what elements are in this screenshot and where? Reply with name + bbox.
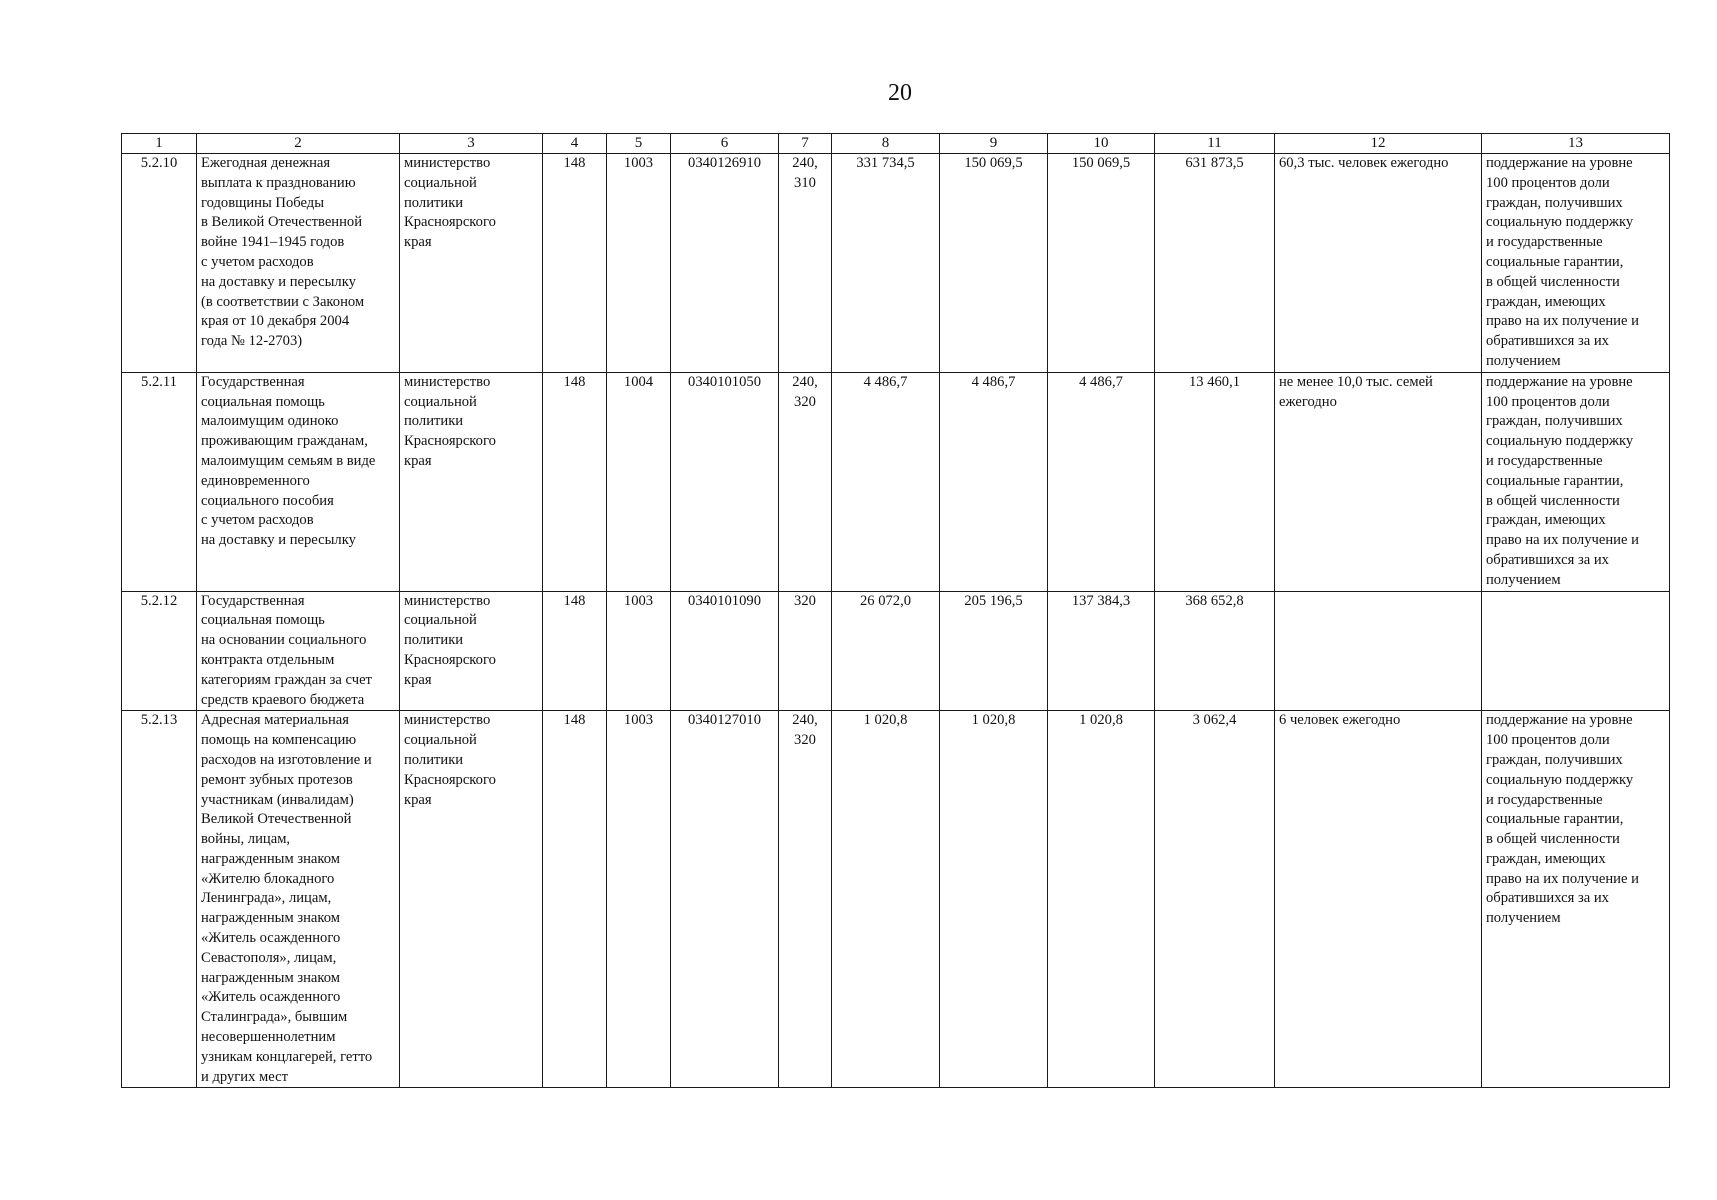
csr-code: 0340101090 (671, 591, 779, 711)
executor: министерство социальной политики Красноярского края (400, 711, 543, 1088)
csr-code: 0340127010 (671, 711, 779, 1088)
expense-total: 631 873,5 (1155, 154, 1275, 373)
grbs-code: 148 (543, 591, 607, 711)
page-number: 20 (888, 80, 912, 106)
header-col-11: 11 (1155, 134, 1275, 154)
row-number: 5.2.13 (122, 711, 197, 1088)
grbs-code: 148 (543, 711, 607, 1088)
header-col-6: 6 (671, 134, 779, 154)
grbs-code: 148 (543, 154, 607, 373)
expense-year-3: 1 020,8 (1048, 711, 1155, 1088)
expense-year-2: 1 020,8 (940, 711, 1048, 1088)
expense-year-1: 26 072,0 (832, 591, 940, 711)
expected-result: 60,3 тыс. человек ежегодно (1275, 154, 1482, 373)
expected-result: 6 человек ежегодно (1275, 711, 1482, 1088)
header-col-13: 13 (1482, 134, 1670, 154)
executor: министерство социальной политики Красноярского края (400, 591, 543, 711)
header-col-10: 10 (1048, 134, 1155, 154)
header-col-4: 4 (543, 134, 607, 154)
measure-name: Государственная социальная помощь малоимущим одиноко проживающим гражданам, малоимущим семьям в виде единовременного социального пособия с учетом расходов на доставку и пересылку (197, 372, 400, 591)
table-row (122, 711, 1670, 1088)
row-number: 5.2.11 (122, 372, 197, 591)
rzpr-code: 1003 (607, 154, 671, 373)
rzpr-code: 1004 (607, 372, 671, 591)
rzpr-code: 1003 (607, 591, 671, 711)
indicator: поддержание на уровне 100 процентов доли граждан, получивших социальную поддержку и государственные социальные гарантии, в общей численности граждан, имеющих право на их получение и обратившихся за их получением (1482, 711, 1670, 1088)
expense-total: 13 460,1 (1155, 372, 1275, 591)
header-col-9: 9 (940, 134, 1048, 154)
executor: министерство социальной политики Красноярского края (400, 372, 543, 591)
header-row (122, 134, 1670, 154)
vr-code: 240, 320 (779, 372, 832, 591)
measure-name: Государственная социальная помощь на основании социального контракта отдельным категориям граждан за счет средств краевого бюджета (197, 591, 400, 711)
expense-year-3: 150 069,5 (1048, 154, 1155, 373)
grbs-code: 148 (543, 372, 607, 591)
expense-year-1: 1 020,8 (832, 711, 940, 1088)
expected-result: не менее 10,0 тыс. семей ежегодно (1275, 372, 1482, 591)
table-row (122, 591, 1670, 711)
header-col-8: 8 (832, 134, 940, 154)
indicator: поддержание на уровне 100 процентов доли граждан, получивших социальную поддержку и государственные социальные гарантии, в общей численности граждан, имеющих право на их получение и обратившихся за их получением (1482, 154, 1670, 373)
expected-result (1275, 591, 1482, 711)
csr-code: 0340101050 (671, 372, 779, 591)
vr-code: 320 (779, 591, 832, 711)
header-col-7: 7 (779, 134, 832, 154)
measure-name: Адресная материальная помощь на компенсацию расходов на изготовление и ремонт зубных протезов участникам (инвалидам) Великой Отечественной войны, лицам, награжденным знаком «Жителю блокадного Ленинграда», лицам, награжденным знаком «Житель осажденного Севастополя», лицам, награжденным знаком «Житель осажденного Сталинграда», бывшим несовершеннолетним узникам концлагерей, гетто и других мест (197, 711, 400, 1088)
header-col-12: 12 (1275, 134, 1482, 154)
header-col-3: 3 (400, 134, 543, 154)
header-col-2: 2 (197, 134, 400, 154)
program-table (121, 133, 1670, 1088)
header-col-5: 5 (607, 134, 671, 154)
indicator: поддержание на уровне 100 процентов доли граждан, получивших социальную поддержку и государственные социальные гарантии, в общей численности граждан, имеющих право на их получение и обратившихся за их получением (1482, 372, 1670, 591)
measure-name: Ежегодная денежная выплата к празднованию годовщины Победы в Великой Отечественной войне 1941–1945 годов с учетом расходов на доставку и пересылку (в соответствии с Законом края от 10 декабря 2004 года № 12-2703) (197, 154, 400, 373)
header-col-1: 1 (122, 134, 197, 154)
table-row (122, 154, 1670, 373)
vr-code: 240, 320 (779, 711, 832, 1088)
expense-year-2: 4 486,7 (940, 372, 1048, 591)
expense-year-1: 331 734,5 (832, 154, 940, 373)
row-number: 5.2.12 (122, 591, 197, 711)
expense-year-2: 150 069,5 (940, 154, 1048, 373)
vr-code: 240, 310 (779, 154, 832, 373)
table-row (122, 372, 1670, 591)
rzpr-code: 1003 (607, 711, 671, 1088)
expense-year-1: 4 486,7 (832, 372, 940, 591)
csr-code: 0340126910 (671, 154, 779, 373)
expense-total: 3 062,4 (1155, 711, 1275, 1088)
indicator (1482, 591, 1670, 711)
row-number: 5.2.10 (122, 154, 197, 373)
expense-year-2: 205 196,5 (940, 591, 1048, 711)
expense-year-3: 4 486,7 (1048, 372, 1155, 591)
expense-total: 368 652,8 (1155, 591, 1275, 711)
executor: министерство социальной политики Красноярского края (400, 154, 543, 373)
expense-year-3: 137 384,3 (1048, 591, 1155, 711)
